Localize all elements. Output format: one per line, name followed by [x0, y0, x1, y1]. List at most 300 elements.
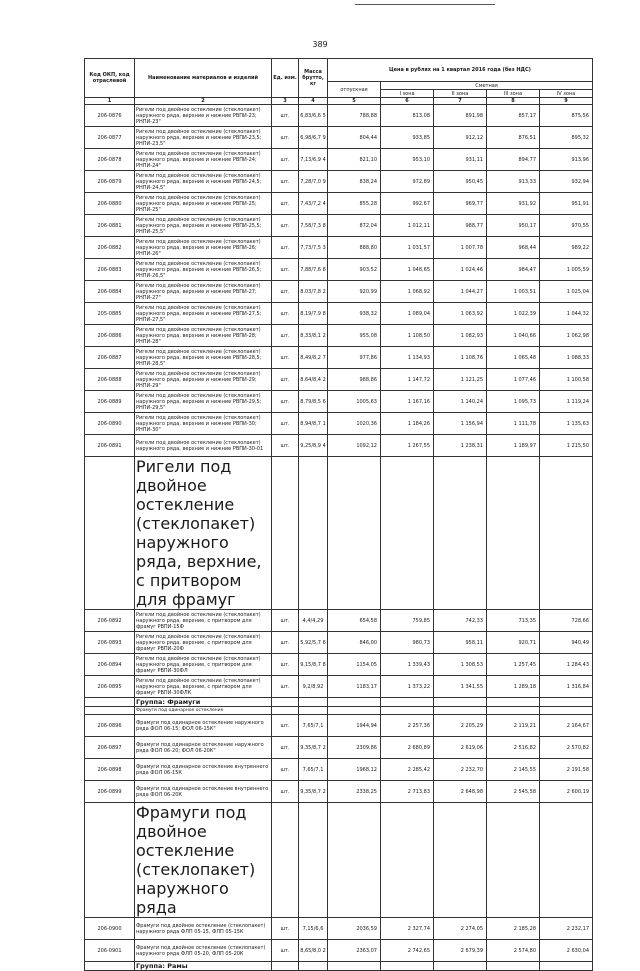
row-mass: 7,15/6,6 — [299, 918, 328, 940]
empty-cell — [434, 457, 487, 610]
table-row — [85, 193, 593, 215]
price-zone-1: 1 373,22 — [381, 676, 434, 698]
price-release: 977,86 — [328, 347, 381, 369]
row-name: Ригели под двойное остекление (стеклопакет) наружного ряда, верхние и нижние РВПИ-24; РНПИ-24" — [135, 149, 272, 171]
price-zone-1: 1 167,16 — [381, 391, 434, 413]
empty-cell — [381, 803, 434, 918]
row-unit: шт. — [272, 171, 299, 193]
subheading-row — [85, 707, 593, 715]
header-zone-1: I зона — [381, 90, 434, 98]
row-mass: 7,43/7,2 4 — [299, 193, 328, 215]
price-zone-4: 1 100,58 — [540, 369, 593, 391]
header-name: Наименование материалов и изделий — [135, 59, 272, 98]
price-zone-3: 2 516,82 — [487, 737, 540, 759]
row-name: Ригели под двойное остекление (стеклопакет) наружного ряда, верхние и нижние РВПИ-23,5; РНПИ-23,5" — [135, 127, 272, 149]
row-unit: шт. — [272, 781, 299, 803]
row-unit: шт. — [272, 215, 299, 237]
row-unit: шт. — [272, 610, 299, 632]
empty-cell — [540, 457, 593, 610]
row-mass: 9,15/8,7 8 — [299, 654, 328, 676]
row-code: 206-0893 — [85, 632, 135, 654]
table-row — [85, 171, 593, 193]
column-number: 8 — [487, 98, 540, 105]
row-unit: шт. — [272, 654, 299, 676]
empty-cell — [434, 962, 487, 971]
price-release: 2036,59 — [328, 918, 381, 940]
row-code: 206-0898 — [85, 759, 135, 781]
price-zone-1: 1 339,43 — [381, 654, 434, 676]
row-unit: шт. — [272, 347, 299, 369]
price-zone-1: 1 048,65 — [381, 259, 434, 281]
price-zone-1: 2 285,42 — [381, 759, 434, 781]
row-unit: шт. — [272, 737, 299, 759]
row-unit: шт. — [272, 127, 299, 149]
price-zone-1: 2 713,83 — [381, 781, 434, 803]
price-zone-2: 1 044,27 — [434, 281, 487, 303]
row-mass: 8,94/8,7 1 — [299, 413, 328, 435]
table-row — [85, 632, 593, 654]
row-mass: 8,19/7,9 8 — [299, 303, 328, 325]
price-zone-3: 1 289,18 — [487, 676, 540, 698]
empty-cell — [272, 962, 299, 971]
price-zone-1: 980,73 — [381, 632, 434, 654]
row-mass: 8,33/8,1 2 — [299, 325, 328, 347]
table-row — [85, 391, 593, 413]
table-row — [85, 347, 593, 369]
empty-cell — [487, 457, 540, 610]
row-unit: шт. — [272, 413, 299, 435]
row-unit: шт. — [272, 676, 299, 698]
price-release: 888,80 — [328, 237, 381, 259]
price-zone-1: 1 108,50 — [381, 325, 434, 347]
row-mass: 5,92/5,7 6 — [299, 632, 328, 654]
price-zone-4: 1 044,32 — [540, 303, 593, 325]
price-zone-2: 912,12 — [434, 127, 487, 149]
price-zone-3: 876,51 — [487, 127, 540, 149]
table-row — [85, 676, 593, 698]
price-zone-4: 1 284,43 — [540, 654, 593, 676]
row-code: 206-0889 — [85, 391, 135, 413]
row-code: 206-0899 — [85, 781, 135, 803]
price-zone-4: 1 062,98 — [540, 325, 593, 347]
price-zone-4: 913,96 — [540, 149, 593, 171]
table-row — [85, 715, 593, 737]
price-release: 988,86 — [328, 369, 381, 391]
table-row — [85, 610, 593, 632]
table-row — [85, 737, 593, 759]
price-zone-4: 989,22 — [540, 237, 593, 259]
row-name: Фрамуги под двойное остекление (стеклопакет) наружного ряда ФЛП 05-15, ФЛП 05-15К — [135, 918, 272, 940]
price-zone-3: 857,17 — [487, 105, 540, 127]
empty-cell — [299, 457, 328, 610]
price-release: 821,10 — [328, 149, 381, 171]
price-zone-4: 2 164,67 — [540, 715, 593, 737]
row-unit: шт. — [272, 325, 299, 347]
row-unit: шт. — [272, 940, 299, 962]
price-zone-2: 891,98 — [434, 105, 487, 127]
price-zone-1: 1 031,57 — [381, 237, 434, 259]
price-zone-2: 988,77 — [434, 215, 487, 237]
table-body — [85, 105, 593, 971]
row-name: Ригели под двойное остекление (стеклопакет) наружного ряда, верхние и нижние РВПИ-27; РНПИ-27" — [135, 281, 272, 303]
price-zone-3: 1 077,46 — [487, 369, 540, 391]
empty-cell — [381, 698, 434, 707]
price-release: 1020,36 — [328, 413, 381, 435]
price-zone-3: 931,92 — [487, 193, 540, 215]
price-zone-1: 2 257,36 — [381, 715, 434, 737]
column-number: 5 — [328, 98, 381, 105]
subheading-text: Фрамуги под одинарное остекление — [135, 707, 272, 715]
row-code: 206-0888 — [85, 369, 135, 391]
column-number: 1 — [85, 98, 135, 105]
price-zone-3: 2 119,21 — [487, 715, 540, 737]
price-zone-4: 2 570,82 — [540, 737, 593, 759]
row-name: Ригели под двойное остекление (стеклопакет) наружного ряда, верхние и нижние РВПИ-28; РНПИ-28" — [135, 325, 272, 347]
empty-cell — [272, 707, 299, 715]
price-zone-1: 1 184,26 — [381, 413, 434, 435]
price-zone-4: 932,94 — [540, 171, 593, 193]
empty-cell — [299, 803, 328, 918]
row-name: Фрамуги под одинарное остекление внутреннего ряда ФОЛ 06-15К — [135, 759, 272, 781]
row-mass: 8,65/8,0 2 — [299, 940, 328, 962]
row-unit: шт. — [272, 715, 299, 737]
price-zone-4: 940,49 — [540, 632, 593, 654]
row-code: 206-0896 — [85, 715, 135, 737]
empty-cell — [272, 698, 299, 707]
row-code: 206-0895 — [85, 676, 135, 698]
price-zone-2: 1 082,93 — [434, 325, 487, 347]
price-zone-2: 1 007,78 — [434, 237, 487, 259]
price-zone-2: 2 274,05 — [434, 918, 487, 940]
table-row — [85, 215, 593, 237]
row-mass: 7,13/6,9 4 — [299, 149, 328, 171]
row-mass: 9,35/8,7 2 — [299, 781, 328, 803]
price-zone-3: 1 095,73 — [487, 391, 540, 413]
table-row — [85, 149, 593, 171]
price-zone-3: 2 574,80 — [487, 940, 540, 962]
table-row — [85, 781, 593, 803]
row-mass: 7,65/7,1 — [299, 759, 328, 781]
price-release: 955,08 — [328, 325, 381, 347]
price-zone-4: 895,32 — [540, 127, 593, 149]
price-release: 1005,63 — [328, 391, 381, 413]
price-zone-2: 1 308,53 — [434, 654, 487, 676]
row-code — [85, 962, 135, 971]
row-code — [85, 803, 135, 918]
row-unit: шт. — [272, 759, 299, 781]
row-mass: 7,58/7,3 8 — [299, 215, 328, 237]
price-zone-2: 931,11 — [434, 149, 487, 171]
price-zone-3: 920,71 — [487, 632, 540, 654]
group-row — [85, 962, 593, 971]
row-unit: шт. — [272, 391, 299, 413]
row-unit: шт. — [272, 632, 299, 654]
price-zone-3: 1 022,39 — [487, 303, 540, 325]
price-zone-3: 913,33 — [487, 171, 540, 193]
table-row — [85, 105, 593, 127]
price-zone-2: 1 140,24 — [434, 391, 487, 413]
table-row — [85, 918, 593, 940]
price-zone-4: 1 316,84 — [540, 676, 593, 698]
row-name: Ригели под двойное остекление (стеклопакет) наружного ряда, верхние и нижние РВПИ-25; РНПИ-25" — [135, 193, 272, 215]
empty-cell — [540, 707, 593, 715]
row-name: Ригели под двойное остекление (стеклопакет) наружного ряда, верхние и нижние РВПИ-29; РНПИ-29" — [135, 369, 272, 391]
price-zone-2: 2 679,39 — [434, 940, 487, 962]
column-number: 6 — [381, 98, 434, 105]
price-zone-2: 1 063,92 — [434, 303, 487, 325]
price-zone-1: 1 267,55 — [381, 435, 434, 457]
price-zone-1: 953,10 — [381, 149, 434, 171]
page-number: 389 — [312, 40, 328, 49]
empty-cell — [487, 803, 540, 918]
price-release: 938,32 — [328, 303, 381, 325]
row-unit: шт. — [272, 369, 299, 391]
row-name: Ригели под двойное остекление (стеклопакет) наружного ряда, верхние, с притвором для фрамуг РВПИ-15Ф — [135, 610, 272, 632]
price-zone-2: 1 108,76 — [434, 347, 487, 369]
empty-cell — [299, 707, 328, 715]
table-row — [85, 259, 593, 281]
price-release: 903,52 — [328, 259, 381, 281]
price-zone-4: 728,66 — [540, 610, 593, 632]
price-release: 788,88 — [328, 105, 381, 127]
row-code — [85, 698, 135, 707]
header-mass: Масса брутто, кг — [299, 59, 328, 98]
row-name: Ригели под двойное остекление (стеклопакет) наружного ряда, верхние и нижние РВПИ-24,5; РНПИ-24,5" — [135, 171, 272, 193]
price-release: 846,00 — [328, 632, 381, 654]
price-zone-2: 958,11 — [434, 632, 487, 654]
empty-cell — [381, 707, 434, 715]
price-zone-4: 1 215,50 — [540, 435, 593, 457]
empty-cell — [381, 457, 434, 610]
row-name: Ригели под двойное остекление (стеклопакет) наружного ряда, верхние и нижние РВПИ-25,5; РНПИ-25,5" — [135, 215, 272, 237]
row-code: 206-0883 — [85, 259, 135, 281]
price-zone-4: 1 119,24 — [540, 391, 593, 413]
price-zone-1: 972,89 — [381, 171, 434, 193]
price-zone-4: 2 232,17 — [540, 918, 593, 940]
empty-cell — [328, 803, 381, 918]
row-name: Фрамуги под одинарное остекление наружного ряда ФОЛ 06-20; ФОЛ 06-20К" — [135, 737, 272, 759]
price-zone-2: 950,45 — [434, 171, 487, 193]
price-zone-2: 969,77 — [434, 193, 487, 215]
row-code: 206-0881 — [85, 215, 135, 237]
row-unit: шт. — [272, 193, 299, 215]
header-code: Код ОКП, код отраслевой — [85, 59, 135, 98]
row-name: Ригели под двойное остекление (стеклопакет) наружного ряда, верхние и нижние РВПИ-29,5; РНПИ-29,5" — [135, 391, 272, 413]
row-mass: 7,88/7,6 8 — [299, 259, 328, 281]
column-numbers-row — [85, 98, 593, 105]
row-unit: шт. — [272, 259, 299, 281]
subheading-row — [85, 803, 593, 918]
price-zone-1: 759,85 — [381, 610, 434, 632]
price-zone-3: 950,17 — [487, 215, 540, 237]
price-zone-1: 1 089,04 — [381, 303, 434, 325]
row-unit: шт. — [272, 237, 299, 259]
empty-cell — [434, 803, 487, 918]
price-zone-4: 1 135,63 — [540, 413, 593, 435]
header-unit: Ед. изм. — [272, 59, 299, 98]
price-zone-4: 1 025,04 — [540, 281, 593, 303]
price-zone-3: 1 040,66 — [487, 325, 540, 347]
subheading-text: Фрамуги под двойное остекление (стеклопакет) наружного ряда — [135, 803, 272, 918]
price-zone-2: 1 341,55 — [434, 676, 487, 698]
price-zone-1: 1 068,92 — [381, 281, 434, 303]
row-name: Ригели под двойное остекление (стеклопакет) наружного ряда, верхние, с притвором для фрамуг РВПИ-30ФЛК — [135, 676, 272, 698]
row-name: Ригели под двойное остекление (стеклопакет) наружного ряда, верхние и нижние РВПИ-26; РНПИ-26" — [135, 237, 272, 259]
row-code: 206-0892 — [85, 610, 135, 632]
row-mass: 8,64/8,4 2 — [299, 369, 328, 391]
row-name: Ригели под двойное остекление (стеклопакет) наружного ряда, верхние, с притвором для фрамуг РВПИ-20Ф — [135, 632, 272, 654]
empty-cell — [328, 962, 381, 971]
table-row — [85, 237, 593, 259]
empty-cell — [434, 707, 487, 715]
empty-cell — [328, 707, 381, 715]
column-number: 9 — [540, 98, 593, 105]
header-estimate: Сметная — [381, 82, 593, 90]
price-zone-4: 2 191,58 — [540, 759, 593, 781]
row-code: 206-0890 — [85, 413, 135, 435]
row-mass: 8,03/7,8 2 — [299, 281, 328, 303]
price-table — [84, 58, 593, 971]
row-name: Ригели под двойное остекление (стеклопакет) наружного ряда, верхние и нижние РВПИ-30; РНПИ-30" — [135, 413, 272, 435]
row-mass: 6,98/6,7 9 — [299, 127, 328, 149]
price-zone-2: 742,33 — [434, 610, 487, 632]
header-zone-3: III зона — [487, 90, 540, 98]
row-code: 206-0891 — [85, 435, 135, 457]
row-name: Фрамуги под одинарное остекление наружного ряда ФОЛ 06-15; ФОЛ 06-15К" — [135, 715, 272, 737]
row-code: 206-0901 — [85, 940, 135, 962]
price-zone-3: 1 189,97 — [487, 435, 540, 457]
row-unit: шт. — [272, 435, 299, 457]
row-name: Ригели под двойное остекление (стеклопакет) наружного ряда, верхние и нижние РВПИ-26,5; РНПИ-26,5" — [135, 259, 272, 281]
subheading-row — [85, 457, 593, 610]
row-code: 206-0880 — [85, 193, 135, 215]
row-mass: 7,28/7,0 9 — [299, 171, 328, 193]
top-rule — [355, 4, 495, 5]
price-zone-1: 933,85 — [381, 127, 434, 149]
price-zone-4: 1 005,59 — [540, 259, 593, 281]
table-row — [85, 281, 593, 303]
row-code — [85, 457, 135, 610]
empty-cell — [328, 698, 381, 707]
price-release: 2338,25 — [328, 781, 381, 803]
group-row — [85, 698, 593, 707]
row-mass: 7,65/7,1 — [299, 715, 328, 737]
row-code: 206-0886 — [85, 325, 135, 347]
row-code: 206-0897 — [85, 737, 135, 759]
row-name: Ригели под двойное остекление (стеклопакет) наружного ряда, верхние и нижние РВПИ-30-01 — [135, 435, 272, 457]
price-zone-4: 2 630,04 — [540, 940, 593, 962]
price-zone-3: 1 065,48 — [487, 347, 540, 369]
price-release: 1092,12 — [328, 435, 381, 457]
table-row — [85, 127, 593, 149]
price-release: 920,99 — [328, 281, 381, 303]
row-code: 206-0879 — [85, 171, 135, 193]
table-row — [85, 303, 593, 325]
price-release: 1183,17 — [328, 676, 381, 698]
row-code: 206-0887 — [85, 347, 135, 369]
price-zone-1: 1 134,93 — [381, 347, 434, 369]
empty-cell — [434, 698, 487, 707]
empty-cell — [540, 803, 593, 918]
row-unit: шт. — [272, 303, 299, 325]
column-number: 3 — [272, 98, 299, 105]
empty-cell — [487, 698, 540, 707]
price-zone-3: 894,77 — [487, 149, 540, 171]
price-zone-3: 2 185,28 — [487, 918, 540, 940]
row-name: Ригели под двойное остекление (стеклопакет) наружного ряда, верхние, с притвором для фрамуг РВПИ-30ФЛ — [135, 654, 272, 676]
row-code — [85, 707, 135, 715]
group-title: Группа: Фрамуги — [135, 698, 272, 707]
price-zone-2: 1 121,25 — [434, 369, 487, 391]
price-release: 654,58 — [328, 610, 381, 632]
price-zone-1: 1 012,11 — [381, 215, 434, 237]
row-name: Фрамуги под одинарное остекление внутреннего ряда ФОЛ 06-20К — [135, 781, 272, 803]
row-code: 206-0878 — [85, 149, 135, 171]
header-zone-2: II зона — [434, 90, 487, 98]
subheading-text: Ригели под двойное остекление (стеклопакет) наружного ряда, верхние, с притвором для фрамуг — [135, 457, 272, 610]
price-zone-1: 2 680,89 — [381, 737, 434, 759]
header-price-title: Цена в рублях на 1 квартал 2016 года (без НДС) — [328, 59, 593, 82]
price-zone-2: 2 648,98 — [434, 781, 487, 803]
table-row — [85, 413, 593, 435]
row-code: 206-0876 — [85, 105, 135, 127]
price-zone-2: 1 024,46 — [434, 259, 487, 281]
row-unit: шт. — [272, 281, 299, 303]
empty-cell — [328, 457, 381, 610]
row-unit: шт. — [272, 918, 299, 940]
price-zone-3: 1 257,45 — [487, 654, 540, 676]
row-name: Ригели под двойное остекление (стеклопакет) наружного ряда, верхние и нижние РВПИ-23; РНПИ-23" — [135, 105, 272, 127]
row-name: Ригели под двойное остекление (стеклопакет) наружного ряда, верхние и нижние РВПИ-28,5; РНПИ-28,5" — [135, 347, 272, 369]
row-mass: 7,73/7,5 3 — [299, 237, 328, 259]
price-zone-3: 2 545,58 — [487, 781, 540, 803]
row-mass: 9,2/8,92 — [299, 676, 328, 698]
row-code: 206-0894 — [85, 654, 135, 676]
price-release: 855,28 — [328, 193, 381, 215]
row-unit: шт. — [272, 105, 299, 127]
row-unit: шт. — [272, 149, 299, 171]
empty-cell — [487, 962, 540, 971]
row-mass: 9,35/8,7 2 — [299, 737, 328, 759]
price-zone-3: 2 145,55 — [487, 759, 540, 781]
price-zone-2: 2 232,70 — [434, 759, 487, 781]
column-number: 7 — [434, 98, 487, 105]
row-code: 206-0884 — [85, 281, 135, 303]
row-code: 206-0900 — [85, 918, 135, 940]
price-release: 838,24 — [328, 171, 381, 193]
price-zone-3: 1 003,51 — [487, 281, 540, 303]
price-zone-1: 992,67 — [381, 193, 434, 215]
price-zone-4: 875,56 — [540, 105, 593, 127]
price-zone-1: 1 147,72 — [381, 369, 434, 391]
price-zone-2: 2 205,29 — [434, 715, 487, 737]
price-zone-1: 2 742,65 — [381, 940, 434, 962]
table-row — [85, 940, 593, 962]
empty-cell — [299, 962, 328, 971]
table-row — [85, 325, 593, 347]
row-name: Ригели под двойное остекление (стеклопакет) наружного ряда, верхние и нижние РВПИ-27,5; РНПИ-27,5" — [135, 303, 272, 325]
empty-cell — [272, 803, 299, 918]
price-zone-3: 713,35 — [487, 610, 540, 632]
row-mass: 8,79/8,5 6 — [299, 391, 328, 413]
table-row — [85, 759, 593, 781]
empty-cell — [540, 962, 593, 971]
table-row — [85, 369, 593, 391]
empty-cell — [272, 457, 299, 610]
price-release: 2363,07 — [328, 940, 381, 962]
header-zone-4: IV зона — [540, 90, 593, 98]
table-row — [85, 435, 593, 457]
